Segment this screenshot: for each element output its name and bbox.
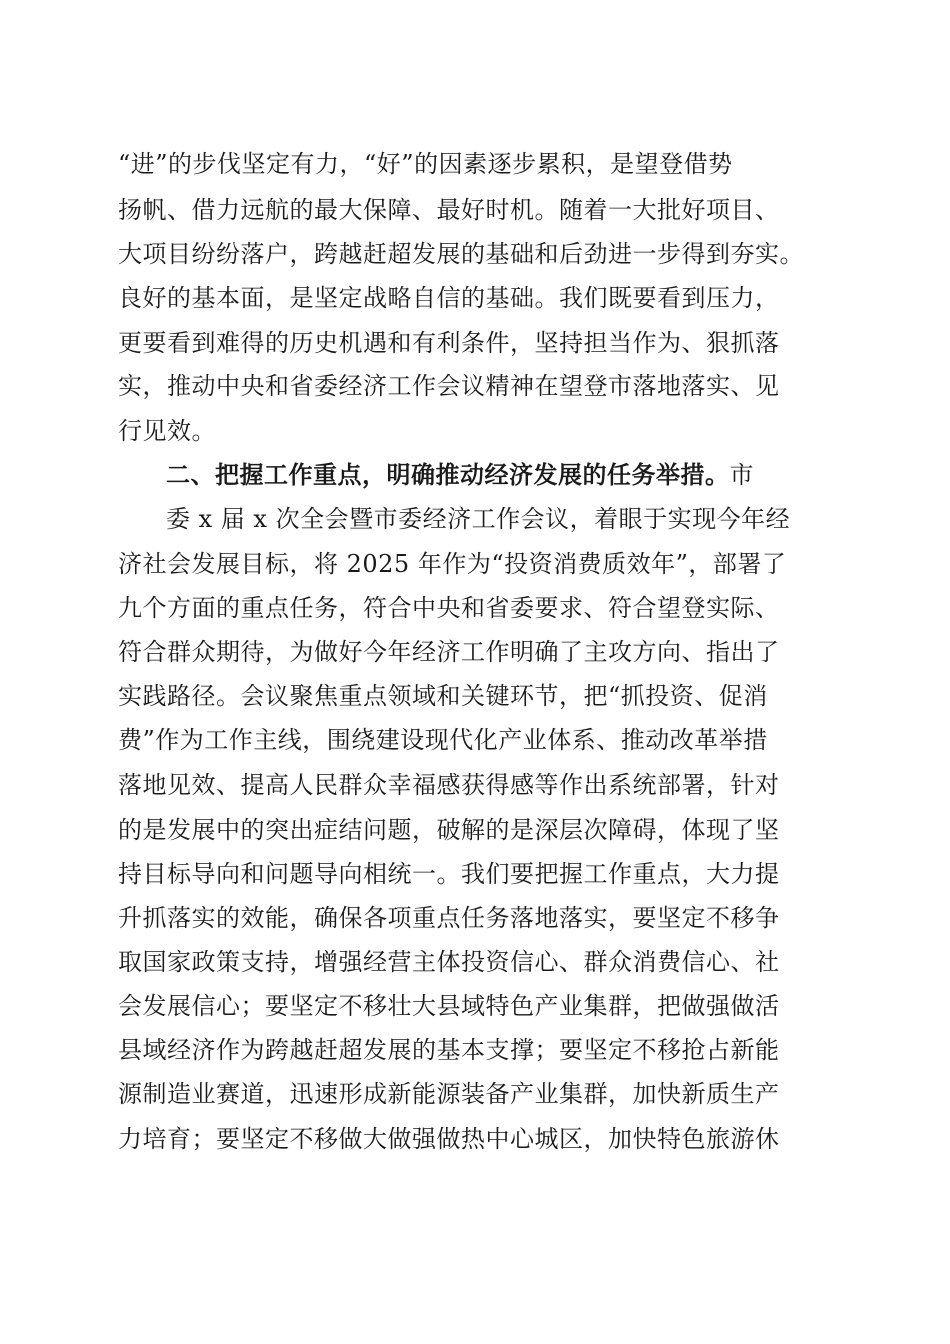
- body-text-line: 力培育；要坚定不移做大做强做热中心城区，加快特色旅游休: [118, 1125, 780, 1153]
- body-text-line: 取国家政策支持，增强经营主体投资信心、群众消费信心、社: [118, 948, 780, 976]
- body-text-line: 扬帆、借力远航的最大保障、最好时机。随着一大批好项目、: [118, 196, 780, 224]
- body-text-line: 费”作为工作主线，围绕建设现代化产业体系、推动改革举措: [118, 726, 768, 754]
- body-text-line: “进”的步伐坚定有力，“好”的因素逐步累积，是望登借势: [118, 150, 733, 178]
- section-heading: [166, 453, 886, 497]
- body-text-line: 升抓落实的效能，确保各项重点任务落地落实，要坚定不移争: [118, 904, 780, 932]
- body-text-line: 落地见效、提高人民群众幸福感获得感等作出系统部署，针对: [118, 771, 780, 799]
- body-text-line: 大项目纷纷落户，跨越赶超发展的基础和后劲进一步得到夯实。: [118, 240, 804, 268]
- body-text-line: 符合群众期待，为做好今年经济工作明确了主攻方向、指出了: [118, 638, 780, 666]
- body-text-line: 会发展信心；要坚定不移壮大县域特色产业集群，把做强做活: [118, 992, 780, 1020]
- body-text-line: 九个方面的重点任务，符合中央和省委要求、符合望登实际、: [118, 594, 780, 622]
- body-text-line: 持目标导向和问题导向相统一。我们要把握工作重点，大力提: [118, 860, 780, 888]
- body-text-line: 实践路径。会议聚焦重点领域和关键环节，把“抓投资、促消: [118, 682, 768, 710]
- body-text-line: 实，推动中央和省委经济工作会议精神在望登市落地落实、见: [118, 372, 780, 400]
- body-text-line: 济社会发展目标，将 2025 年作为“投资消费质效年”，部署了: [118, 550, 787, 578]
- body-text-line: 良好的基本面，是坚定战略自信的基础。我们既要看到压力，: [118, 284, 780, 312]
- body-text-line: 行见效。: [118, 417, 216, 445]
- body-text-line: 源制造业赛道，迅速形成新能源装备产业集群，加快新质生产: [118, 1080, 780, 1108]
- body-text-line: 委 x 届 x 次全会暨市委经济工作会议，着眼于实现今年经: [166, 505, 791, 533]
- body-text-line: 的是发展中的突出症结问题，破解的是深层次障碍，体现了坚: [118, 816, 780, 844]
- body-text-line: 县域经济作为跨越赶超发展的基本支撑；要坚定不移抢占新能: [118, 1036, 780, 1064]
- section-heading-bold: 二、把握工作重点，明确推动经济发展的任务举措。: [166, 461, 730, 489]
- section-heading-tail: 市: [729, 461, 754, 489]
- body-text-line: 更要看到难得的历史机遇和有利条件，坚持担当作为、狠抓落: [118, 329, 780, 357]
